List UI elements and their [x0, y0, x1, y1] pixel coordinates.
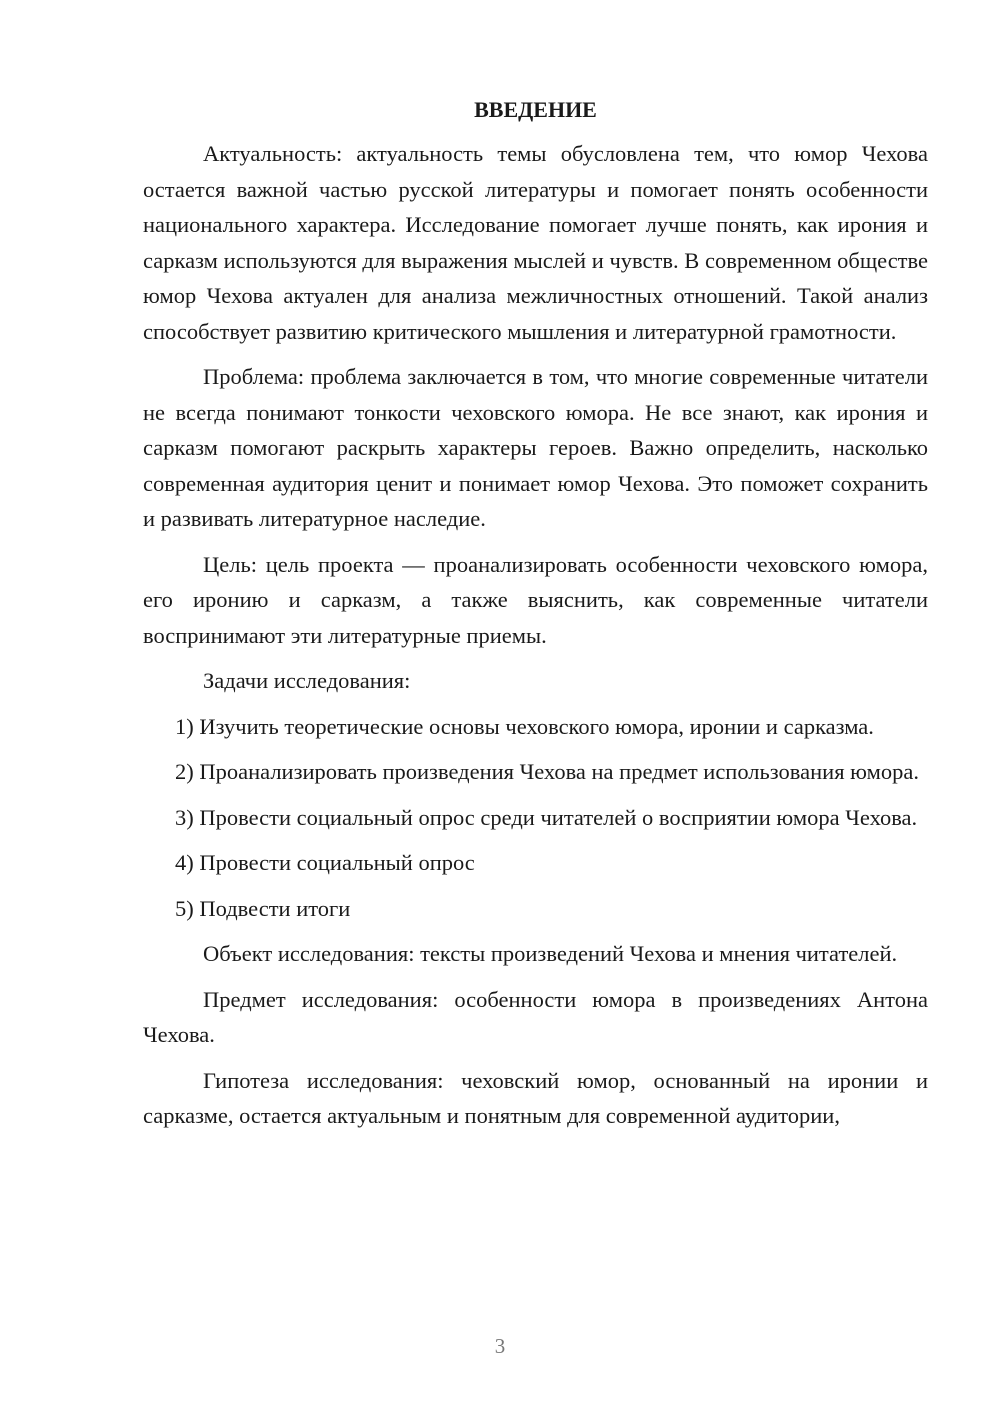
tasks-title: Задачи исследования:	[203, 668, 411, 693]
paragraph-relevance: Актуальность: актуальность темы обусловлена тем, что юмор Чехова остается важной частью русской литературы и помогает понять особенности национального характера. Исследование помогает лучше понять, как ирония и сарказм используются для выражения мыслей и чувств. В современном обществе юмор Чехова актуален для анализа межличностных отношений. Такой анализ способствует развитию критического мышления и литературной грамотности.	[143, 141, 928, 344]
section-heading: ВВЕДЕНИЕ	[474, 97, 597, 122]
task-item: 3) Провести социальный опрос среди читателей о восприятии юмора Чехова.	[175, 804, 918, 830]
paragraph-goal: Цель: цель проекта — проанализировать особенности чеховского юмора, его иронию и сарказм, а также выяснить, как современные читатели воспринимают эти литературные приемы.	[143, 551, 928, 648]
task-item: 2) Проанализировать произведения Чехова на предмет использования юмора.	[175, 759, 920, 784]
paragraph-subject: Предмет исследования: особенности юмора в произведениях Антона Чехова.	[143, 986, 928, 1047]
task-item: 5) Подвести итоги	[175, 895, 351, 921]
paragraph-object: Объект исследования: тексты произведений Чехова и мнения читателей.	[203, 941, 898, 966]
document-page	[143, 92, 928, 1144]
paragraph-problem: Проблема: проблема заключается в том, что многие современные читатели не всегда понимают тонкости чеховского юмора. Не все знают, как ирония и сарказм помогают раскрыть характеры героев. Важно определить, насколько современная аудитория ценит и понимает юмор Чехова. Это поможет сохранить и развивать литературное наследие.	[143, 364, 928, 531]
paragraph-hypothesis: Гипотеза исследования: чеховский юмор, основанный на иронии и сарказме, остается актуальным и понятным для современной аудитории,	[143, 1067, 928, 1128]
page-number: 3	[494, 1334, 506, 1358]
task-item: 1) Изучить теоретические основы чеховского юмора, иронии и сарказма.	[175, 713, 874, 739]
task-item: 4) Провести социальный опрос	[175, 850, 475, 875]
